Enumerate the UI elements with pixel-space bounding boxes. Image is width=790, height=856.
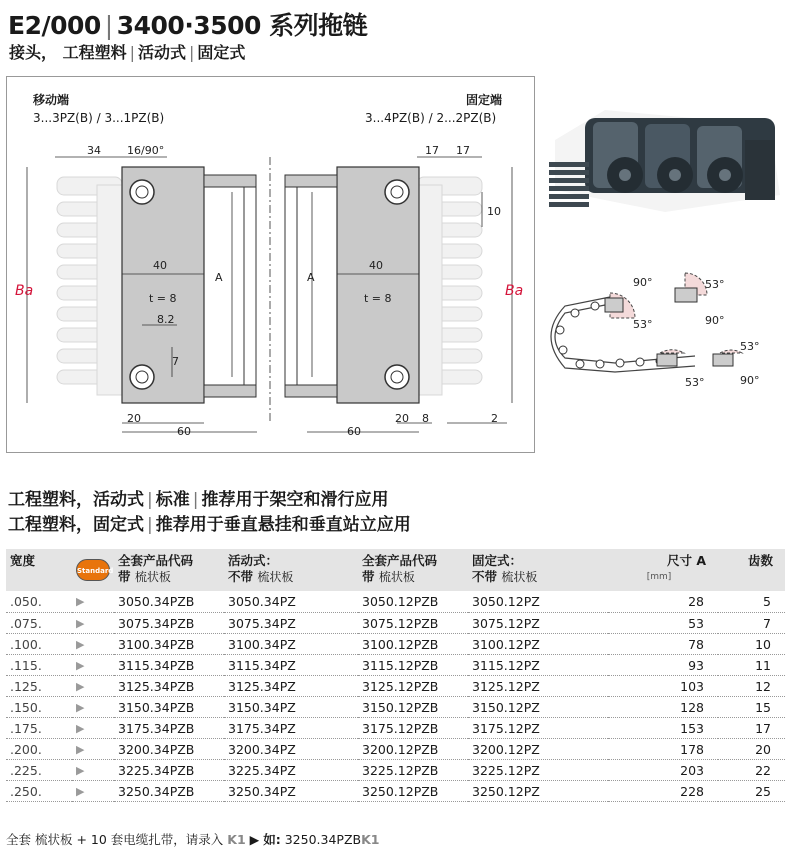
cell-fixed-code: 3125.12PZ: [468, 675, 608, 696]
header-width: 宽度: [6, 549, 72, 591]
footer-example-code: 3250.34PZB: [284, 832, 362, 847]
dim-t8-left: t = 8: [149, 292, 177, 305]
cell-full-code-fixed: 3250.12PZB: [358, 780, 468, 801]
footer-note: [6, 830, 380, 848]
header-without-label-2: 不带: [472, 569, 498, 584]
cell-teeth: 11: [718, 654, 785, 675]
row-arrow-icon: ▶: [72, 696, 114, 717]
table-row: [6, 696, 785, 717]
row-arrow-icon: ▶: [72, 591, 114, 612]
drawing-lines: [7, 77, 535, 453]
row-arrow-icon: ▶: [72, 738, 114, 759]
cell-moving-code: 3175.34PZ: [224, 717, 358, 738]
footer-k1: K1: [227, 832, 246, 847]
cell-teeth: 22: [718, 759, 785, 780]
cell-fixed-code: 3075.12PZ: [468, 612, 608, 633]
footer-example-k1: K1: [361, 832, 380, 847]
dim-t8-right: t = 8: [364, 292, 392, 305]
headline1-part2: 标准: [155, 490, 190, 510]
cell-full-code-fixed: 3175.12PZB: [358, 717, 468, 738]
cell-teeth: 17: [718, 717, 785, 738]
cell-width: .150.: [6, 696, 72, 717]
row-arrow-icon: ▶: [72, 612, 114, 633]
header-fixed-label: 固定式：: [472, 553, 523, 568]
cell-moving-code: 3125.34PZ: [224, 675, 358, 696]
cell-moving-code: 3100.34PZ: [224, 633, 358, 654]
cell-width: .225.: [6, 759, 72, 780]
cell-full-code-fixed: 3150.12PZB: [358, 696, 468, 717]
cell-moving-code: 3150.34PZ: [224, 696, 358, 717]
standard-badge-icon: Standard: [76, 559, 110, 581]
headline-moving: 工程塑料，活动式 | 标准 | 推荐用于架空和滑行应用: [8, 490, 389, 510]
headline2-part2: 推荐用于垂直悬挂和垂直站立应用: [155, 515, 411, 535]
table-row: [6, 675, 785, 696]
header-badge: [72, 549, 114, 591]
cell-dim-a: 178: [608, 738, 718, 759]
cell-full-code-fixed: 3100.12PZB: [358, 633, 468, 654]
table-header-row: [6, 549, 785, 591]
dim-17a: 17: [425, 144, 439, 157]
cell-full-code-moving: 3225.34PZB: [114, 759, 224, 780]
cell-fixed-code: 3200.12PZ: [468, 738, 608, 759]
cell-teeth: 5: [718, 591, 785, 612]
headline1-part3: 推荐用于架空和滑行应用: [201, 490, 389, 510]
header-with-label-2: 带: [362, 569, 375, 584]
dim-16-90: 16/90°: [127, 144, 165, 157]
ba-label-right: Ba: [505, 283, 524, 299]
cell-full-code-fixed: 3115.12PZB: [358, 654, 468, 675]
footer-text: 全套 梳状板 + 10 套电缆扎带，请录入: [6, 832, 224, 847]
row-arrow-icon: ▶: [72, 759, 114, 780]
angle-53-2: 53°: [633, 318, 653, 331]
table-row: [6, 612, 785, 633]
header-full-code-2: [358, 549, 468, 591]
cell-fixed-code: 3175.12PZ: [468, 717, 608, 738]
cell-dim-a: 103: [608, 675, 718, 696]
cell-dim-a: 78: [608, 633, 718, 654]
header-plate-label-1: 梳状板: [134, 570, 171, 584]
cell-dim-a: 128: [608, 696, 718, 717]
cell-full-code-fixed: 3225.12PZB: [358, 759, 468, 780]
dim-40-left: 40: [153, 259, 167, 272]
cell-moving-code: 3250.34PZ: [224, 780, 358, 801]
dim-8-2: 8.2: [157, 313, 175, 326]
table-row: [6, 591, 785, 612]
cell-fixed-code: 3250.12PZ: [468, 780, 608, 801]
header-without-label-1: 不带: [228, 569, 254, 584]
cell-full-code-moving: 3075.34PZB: [114, 612, 224, 633]
cell-teeth: 25: [718, 780, 785, 801]
subtitle-part1: 接头， 工程塑料: [9, 43, 127, 62]
cell-fixed-code: 3150.12PZ: [468, 696, 608, 717]
cell-width: .050.: [6, 591, 72, 612]
headline-block: [8, 488, 411, 538]
cell-dim-a: 153: [608, 717, 718, 738]
row-arrow-icon: ▶: [72, 675, 114, 696]
dim-2: 2: [491, 412, 498, 425]
technical-drawing: [6, 76, 535, 453]
dim-a-right: A: [307, 271, 315, 284]
cell-full-code-moving: 3115.34PZB: [114, 654, 224, 675]
header-moving-label: 活动式：: [228, 553, 279, 568]
cell-width: .200.: [6, 738, 72, 759]
angle-53-1: 53°: [705, 278, 725, 291]
cell-teeth: 7: [718, 612, 785, 633]
angle-53-4: 53°: [685, 376, 705, 389]
dim-20-left: 20: [127, 412, 141, 425]
header-plate-label-2: 梳状板: [257, 570, 294, 584]
cell-dim-a: 53: [608, 612, 718, 633]
cell-moving-code: 3225.34PZ: [224, 759, 358, 780]
header-dim-unit: [mm]: [646, 572, 672, 582]
headline1-part1: 工程塑料，活动式: [8, 490, 144, 510]
cell-full-code-fixed: 3200.12PZB: [358, 738, 468, 759]
cell-teeth: 20: [718, 738, 785, 759]
moving-end-code: 3...3PZ(B) / 3...1PZ(B): [33, 111, 165, 125]
cell-moving-code: 3075.34PZ: [224, 612, 358, 633]
angle-90-1: 90°: [633, 276, 653, 289]
fixed-end-code: 3...4PZ(B) / 2...2PZ(B): [365, 111, 497, 125]
dim-17b: 17: [456, 144, 470, 157]
table-row: [6, 759, 785, 780]
product-photo: [545, 100, 785, 225]
subtitle-part3: 固定式: [197, 43, 246, 62]
cell-width: .125.: [6, 675, 72, 696]
dim-34: 34: [87, 144, 101, 157]
cell-dim-a: 203: [608, 759, 718, 780]
table-row: [6, 738, 785, 759]
page-title: E2/000 | 3400·3500 系列拖链: [8, 11, 368, 40]
cell-full-code-fixed: 3075.12PZB: [358, 612, 468, 633]
fixed-end-label: 固定端: [466, 93, 503, 107]
cell-width: .075.: [6, 612, 72, 633]
series-name: E2/000: [8, 11, 101, 40]
cell-full-code-moving: 3050.34PZB: [114, 591, 224, 612]
row-arrow-icon: ▶: [72, 717, 114, 738]
cell-width: .115.: [6, 654, 72, 675]
dim-a-left: A: [215, 271, 223, 284]
bend-diagram: [545, 268, 785, 398]
cell-fixed-code: 3050.12PZ: [468, 591, 608, 612]
headline-fixed: 工程塑料，固定式 | 推荐用于垂直悬挂和垂直站立应用: [8, 515, 411, 535]
angle-53-3: 53°: [740, 340, 760, 353]
table-row: [6, 717, 785, 738]
dim-40-right: 40: [369, 259, 383, 272]
footer-example-label: 如:: [263, 832, 281, 847]
cell-full-code-fixed: 3050.12PZB: [358, 591, 468, 612]
cell-moving-code: 3050.34PZ: [224, 591, 358, 612]
cell-full-code-moving: 3100.34PZB: [114, 633, 224, 654]
cell-teeth: 10: [718, 633, 785, 654]
cell-full-code-moving: 3250.34PZB: [114, 780, 224, 801]
cell-fixed-code: 3225.12PZ: [468, 759, 608, 780]
header-dim-a: [608, 549, 718, 591]
subtitle-part2: 活动式: [137, 43, 186, 62]
cell-full-code-moving: 3125.34PZB: [114, 675, 224, 696]
headline2-part1: 工程塑料，固定式: [8, 515, 144, 535]
dim-60-right: 60: [347, 425, 361, 438]
cell-full-code-moving: 3175.34PZB: [114, 717, 224, 738]
cell-full-code-fixed: 3125.12PZB: [358, 675, 468, 696]
header-dim-a-label: 尺寸 A: [666, 553, 706, 568]
header-plate-label-3: 梳状板: [378, 570, 415, 584]
header-full-code-1: [114, 549, 224, 591]
dim-10: 10: [487, 205, 501, 218]
cell-width: .100.: [6, 633, 72, 654]
header-plate-label-4: 梳状板: [501, 570, 538, 584]
header-full-code-1-label: 全套产品代码: [118, 553, 194, 568]
angle-90-3: 90°: [740, 374, 760, 387]
dim-60-left: 60: [177, 425, 191, 438]
spec-table: [6, 549, 785, 802]
header-full-code-2-label: 全套产品代码: [362, 553, 438, 568]
row-arrow-icon: ▶: [72, 654, 114, 675]
cell-moving-code: 3115.34PZ: [224, 654, 358, 675]
header-moving: [224, 549, 358, 591]
dim-7: 7: [172, 355, 179, 368]
dim-20-right: 20: [395, 412, 409, 425]
page-subtitle: 接头， 工程塑料 | 活动式 | 固定式: [9, 43, 246, 62]
table-row: [6, 654, 785, 675]
cell-fixed-code: 3115.12PZ: [468, 654, 608, 675]
header-with-label: 带: [118, 569, 131, 584]
cell-full-code-moving: 3150.34PZB: [114, 696, 224, 717]
ba-label-left: Ba: [15, 283, 34, 299]
header-teeth: 齿数: [718, 549, 785, 591]
dim-8: 8: [422, 412, 429, 425]
cell-width: .250.: [6, 780, 72, 801]
moving-end-label: 移动端: [33, 93, 70, 107]
table-row: [6, 780, 785, 801]
product-name: 3400·3500 系列拖链: [116, 11, 368, 40]
cell-teeth: 12: [718, 675, 785, 696]
angle-90-2: 90°: [705, 314, 725, 327]
cell-dim-a: 228: [608, 780, 718, 801]
cell-teeth: 15: [718, 696, 785, 717]
table-row: [6, 633, 785, 654]
row-arrow-icon: ▶: [72, 780, 114, 801]
cell-dim-a: 93: [608, 654, 718, 675]
cell-fixed-code: 3100.12PZ: [468, 633, 608, 654]
cell-width: .175.: [6, 717, 72, 738]
cell-full-code-moving: 3200.34PZB: [114, 738, 224, 759]
footer-arrow-icon: ▶: [249, 832, 260, 847]
cell-dim-a: 28: [608, 591, 718, 612]
cell-moving-code: 3200.34PZ: [224, 738, 358, 759]
header-fixed: [468, 549, 608, 591]
row-arrow-icon: ▶: [72, 633, 114, 654]
